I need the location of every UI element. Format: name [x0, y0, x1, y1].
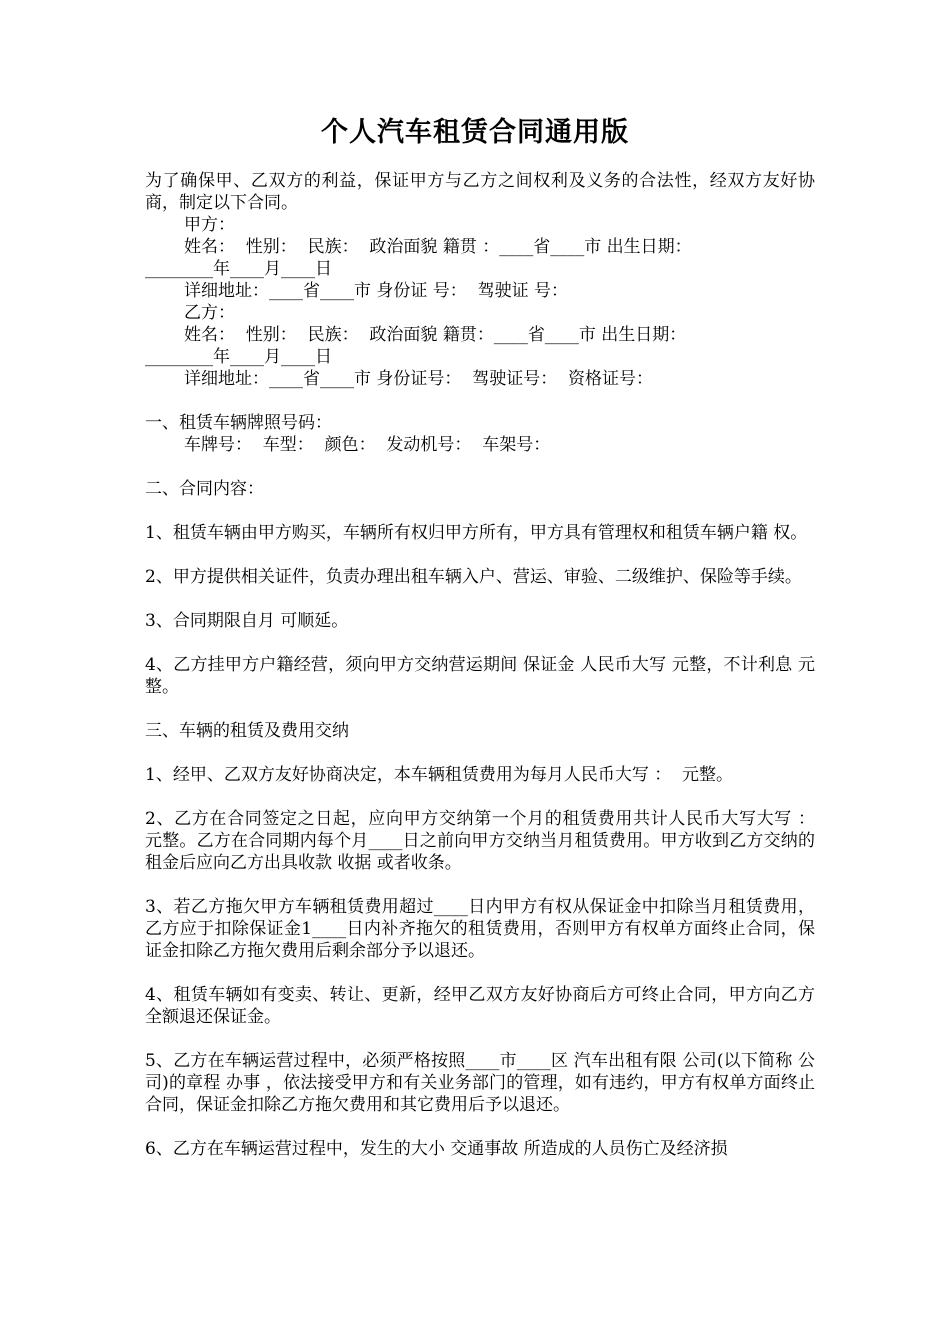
document-title: 个人汽车租赁合同通用版 [321, 117, 629, 148]
intro-paragraph: 为了确保甲、乙双方的利益，保证甲方与乙方之间权利及义务的合法性，经双方友好协商，制定以下合同。 [145, 171, 815, 213]
section-3-clause-1: 1、经甲、乙双方友好协商决定，本车辆租赁费用为每月人民币大写 ： 元整。 [145, 765, 734, 785]
section-2-clause-2: 2、甲方提供相关证件，负责办理出租车辆入户、营运、审验、二级维护、保险等手续。 [145, 567, 802, 587]
party-a-address-line: 详细地址：____省____市 身份证 号： 驾驶证 号： [184, 281, 569, 301]
party-a-label: 甲方： [184, 215, 235, 235]
party-b-label: 乙方： [184, 303, 235, 323]
section-3-heading: 三、车辆的租赁及费用交纳 [145, 721, 349, 741]
section-2-clause-1: 1、租赁车辆由甲方购买，车辆所有权归甲方所有，甲方具有管理权和租赁车辆户籍 权。 [145, 523, 808, 543]
party-b-info-line: 姓名： 性别： 民族： 政治面貌 籍贯：____省____市 出生日期： [184, 325, 687, 345]
party-b-birthdate-line: ________年____月____日 [145, 347, 332, 367]
section-3-clause-2: 2、乙方在合同签定之日起，应向甲方交纳第一个月的租赁费用共计人民币大写大写 ： 元整。乙方在合同期内每个月____日之前向甲方交纳当月租赁费用。甲方收到乙方交纳的租金后应向乙方出具收款 收据 或者收条。 [145, 809, 826, 873]
section-2-clause-4: 4、乙方挂甲方户籍经营，须向甲方交纳营运期间 保证金 人民币大写 元整，不计利息 元整。 [145, 655, 815, 697]
section-1-fields: 车牌号： 车型： 颜色： 发动机号： 车架号： [184, 435, 551, 455]
document-body [145, 170, 826, 1160]
section-3-clause-3: 3、若乙方拖欠甲方车辆租赁费用超过____日内甲方有权从保证金中扣除当月租赁费用，乙方应于扣除保证金1____日内补齐拖欠的租赁费用，否则甲方有权单方面终止合同，保证金扣除乙方拖欠费用后剩余部分予以退还。 [145, 897, 815, 961]
party-a-birthdate-line: ________年____月____日 [145, 259, 332, 279]
section-3-clause-4: 4、租赁车辆如有变卖、转让、更新，经甲乙双方友好协商后方可终止合同，甲方向乙方全额退还保证金。 [145, 985, 815, 1027]
section-1-heading: 一、租赁车辆牌照号码： [145, 413, 332, 433]
section-3-clause-5: 5、乙方在车辆运营过程中，必须严格按照____市____区 汽车出租有限 公司(以下简称 公司)的章程 办事 ，依法接受甲方和有关业务部门的管理，如有违约，甲方有权单方面终止合同，保证金扣除乙方拖欠费用和其它费用后予以退还。 [145, 1051, 815, 1115]
section-3-clause-6: 6、乙方在车辆运营过程中，发生的大小 交通事故 所造成的人员伤亡及经济损 [145, 1139, 728, 1159]
party-b-address-line: 详细地址：____省____市 身份证号： 驾驶证号： 资格证号： [184, 369, 654, 389]
section-2-heading: 二、合同内容： [145, 479, 264, 499]
party-a-info-line: 姓名： 性别： 民族： 政治面貌 籍贯 ：____省____市 出生日期： [184, 237, 692, 257]
section-2-clause-3: 3、合同期限自月 可顺延。 [145, 611, 349, 631]
